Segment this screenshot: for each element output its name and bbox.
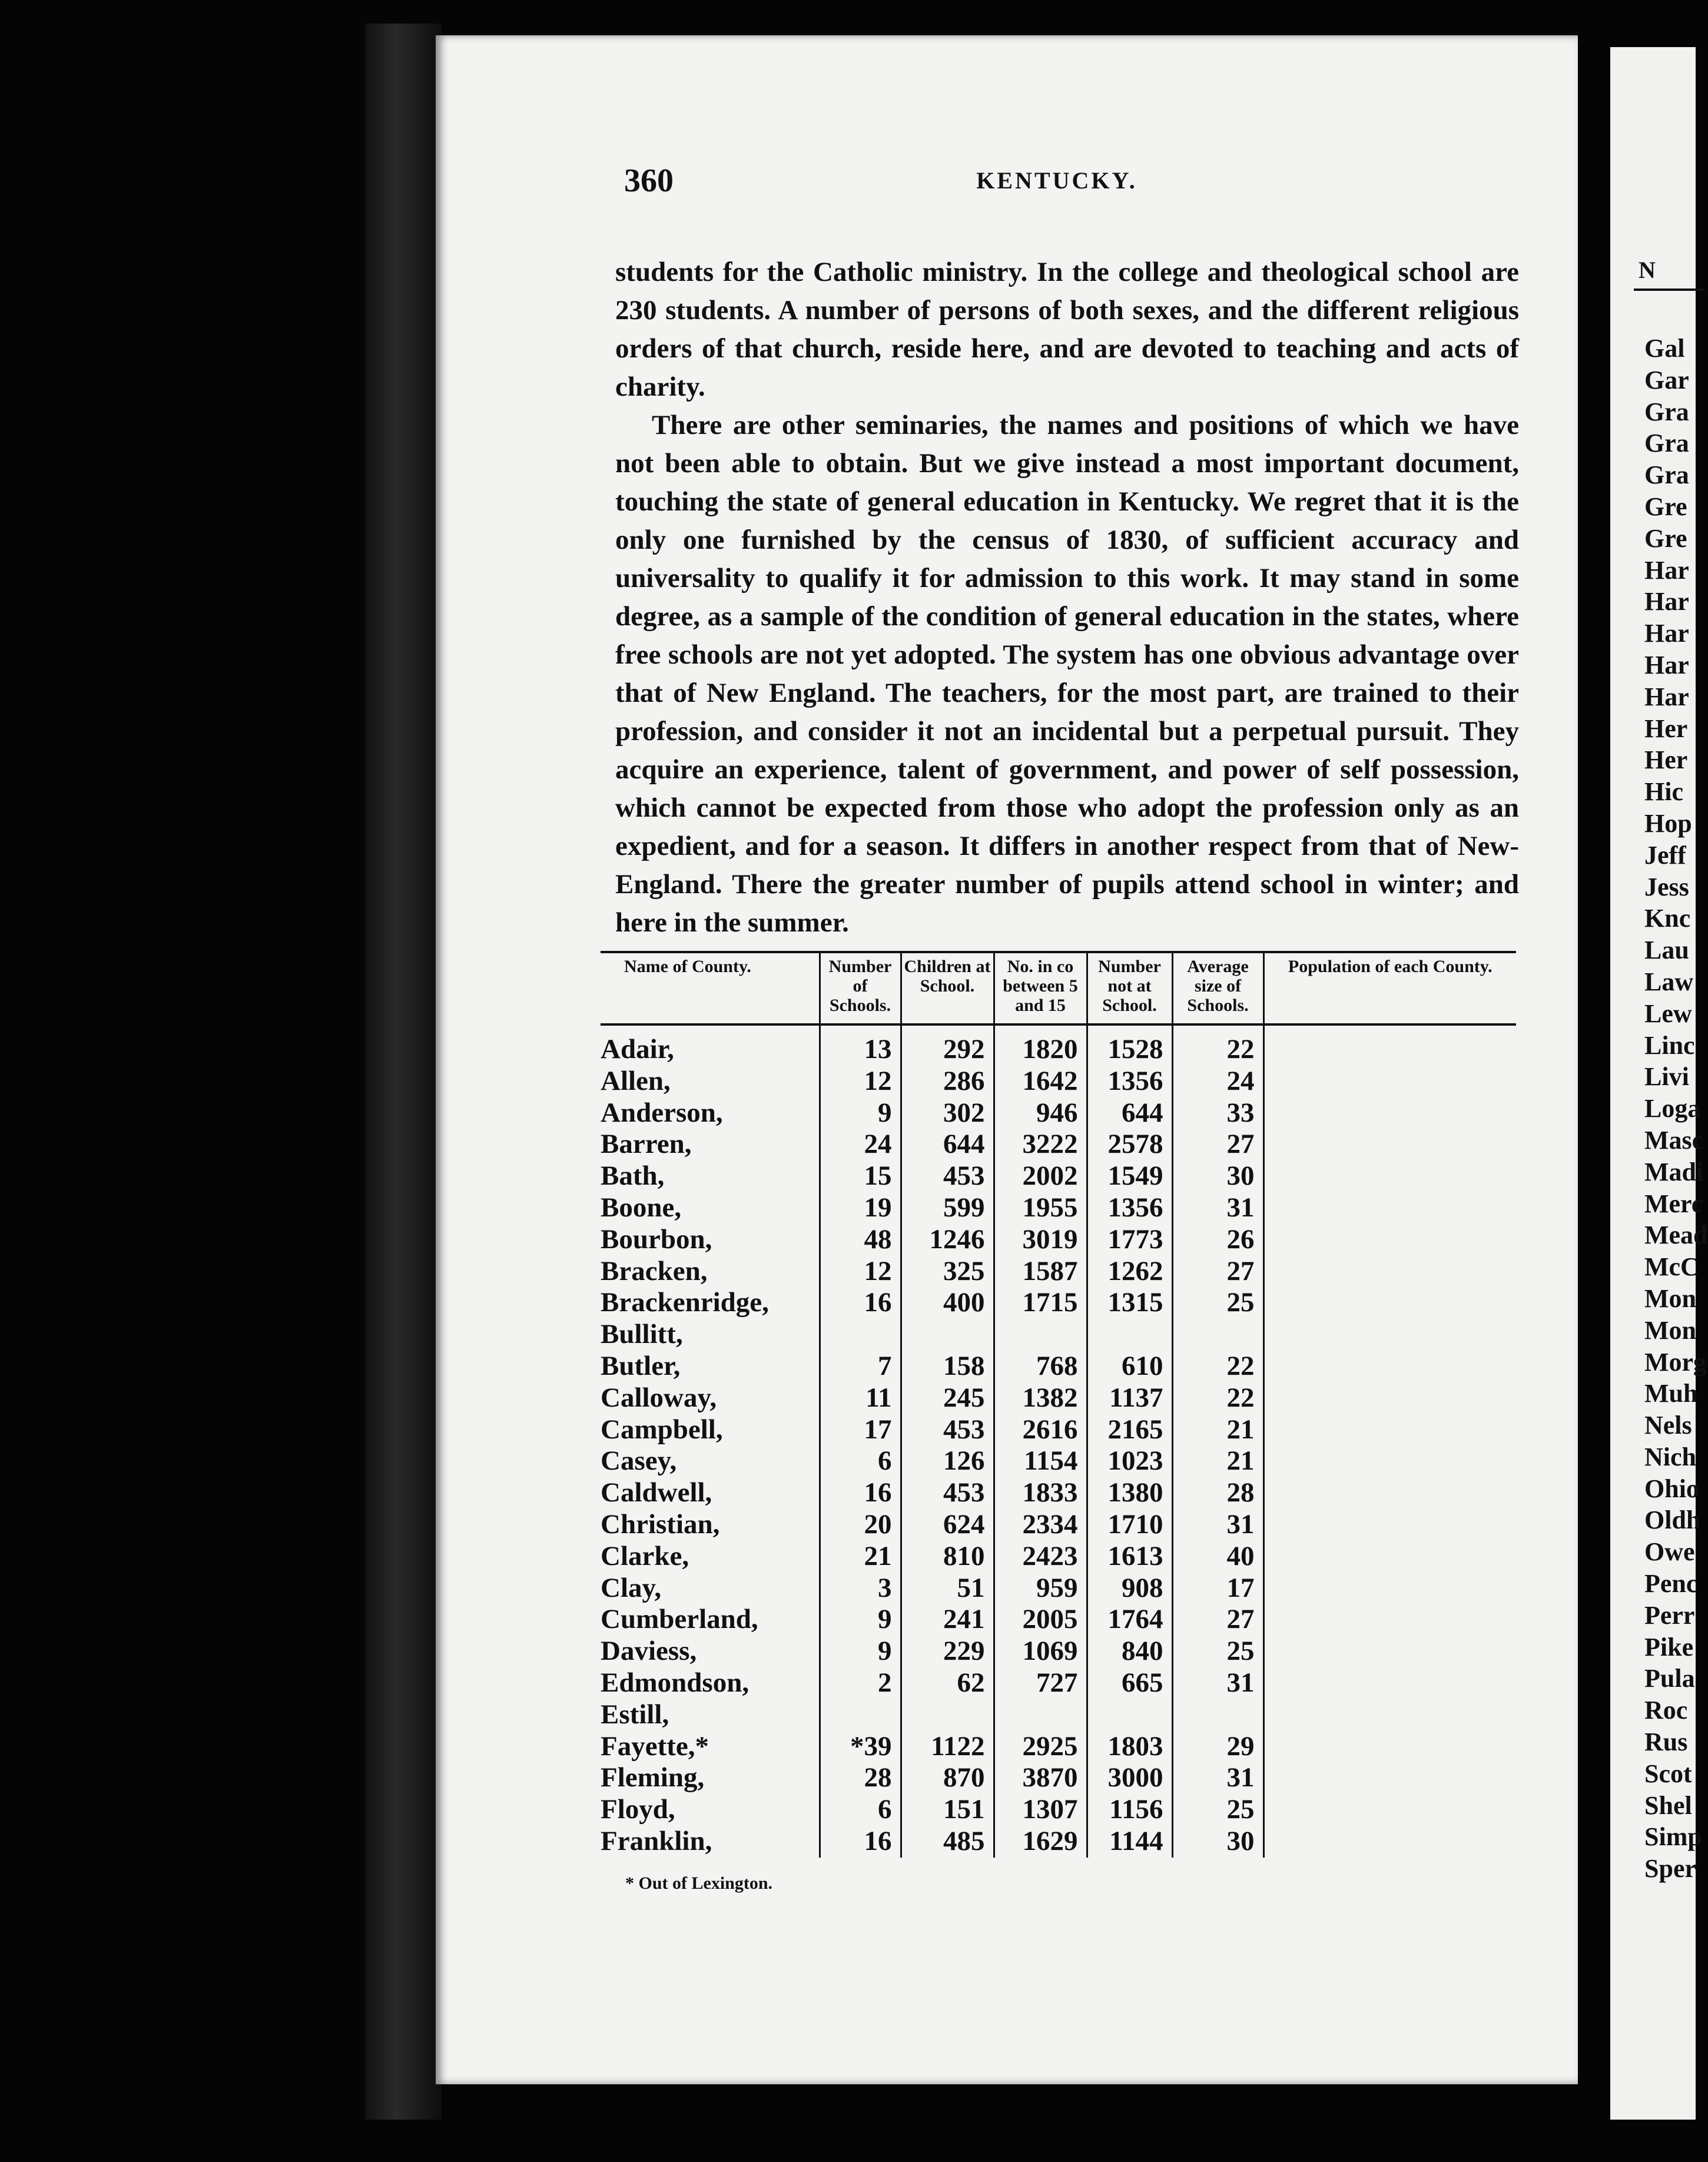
- adjacent-page-item: Owe: [1644, 1537, 1695, 1567]
- population-cell: [1263, 1667, 1516, 1699]
- adjacent-page-item: Har: [1644, 587, 1689, 616]
- table-row: [601, 1382, 1516, 1414]
- average-size-cell: 24: [1172, 1066, 1263, 1097]
- not-at-school-cell: 1023: [1087, 1445, 1172, 1477]
- average-size-cell: 30: [1172, 1160, 1263, 1192]
- children-cell: 453: [901, 1160, 994, 1192]
- population-cell: [1263, 1351, 1516, 1382]
- population-cell: [1263, 1129, 1516, 1160]
- adjacent-page-item: Gra: [1644, 460, 1689, 490]
- county-name-cell: Casey,: [601, 1445, 677, 1477]
- adjacent-page-county-list: [1644, 333, 1708, 1885]
- average-size-cell: 27: [1172, 1604, 1263, 1636]
- table-row: [601, 1731, 1516, 1763]
- population-cell: [1263, 1287, 1516, 1319]
- children-cell: 485: [901, 1826, 994, 1858]
- county-name-cell: Edmondson,: [601, 1667, 749, 1698]
- not-at-school-cell: 1262: [1087, 1256, 1172, 1288]
- adjacent-page-item: Her: [1644, 745, 1688, 775]
- between-5-15-cell: [994, 1699, 1087, 1731]
- population-cell: [1263, 1604, 1516, 1636]
- table-row: [601, 1667, 1516, 1699]
- adjacent-page-fragment: [1610, 47, 1708, 2120]
- book-page: [436, 35, 1578, 2084]
- table-row: [601, 1097, 1516, 1129]
- table-row: [601, 1256, 1516, 1288]
- children-cell: 126: [901, 1445, 994, 1477]
- between-5-15-cell: 1382: [994, 1382, 1087, 1414]
- not-at-school-cell: 1144: [1087, 1826, 1172, 1858]
- header-population: Population of each County.: [1263, 953, 1516, 1024]
- adjacent-page-item: Simp: [1644, 1822, 1702, 1852]
- population-cell: [1263, 1160, 1516, 1192]
- county-name-cell: Clay,: [601, 1572, 662, 1603]
- population-cell: [1263, 1097, 1516, 1129]
- between-5-15-cell: 2616: [994, 1414, 1087, 1446]
- table-row: [601, 1477, 1516, 1509]
- children-cell: [901, 1319, 994, 1351]
- not-at-school-cell: 3000: [1087, 1762, 1172, 1794]
- table-row: [601, 1224, 1516, 1256]
- average-size-cell: 25: [1172, 1794, 1263, 1826]
- average-size-cell: 31: [1172, 1667, 1263, 1699]
- schools-cell: 12: [820, 1066, 901, 1097]
- between-5-15-cell: 1820: [994, 1024, 1087, 1066]
- running-head: [624, 162, 1490, 203]
- not-at-school-cell: 1356: [1087, 1192, 1172, 1224]
- children-cell: 810: [901, 1541, 994, 1573]
- adjacent-page-item: Perr: [1644, 1600, 1695, 1630]
- between-5-15-cell: 959: [994, 1573, 1087, 1604]
- schools-cell: 9: [820, 1604, 901, 1636]
- not-at-school-cell: 908: [1087, 1573, 1172, 1604]
- adjacent-page-item: Scot: [1644, 1759, 1692, 1788]
- population-cell: [1263, 1024, 1516, 1066]
- table-row: [601, 1573, 1516, 1604]
- adjacent-page-item: Gra: [1644, 429, 1689, 458]
- adjacent-page-item: Madi: [1644, 1157, 1704, 1186]
- table-row: [601, 1509, 1516, 1541]
- between-5-15-cell: 1154: [994, 1445, 1087, 1477]
- table-row: [601, 1541, 1516, 1573]
- table-row: [601, 1160, 1516, 1192]
- between-5-15-cell: 768: [994, 1351, 1087, 1382]
- table-row: [601, 1066, 1516, 1097]
- adjacent-page-item: McC: [1644, 1252, 1699, 1282]
- header-county-name: Name of County.: [601, 953, 820, 1024]
- schools-cell: 16: [820, 1826, 901, 1858]
- between-5-15-cell: 1069: [994, 1636, 1087, 1667]
- table-row: [601, 1762, 1516, 1794]
- header-number-of-schools: Number of Schools.: [820, 953, 901, 1024]
- not-at-school-cell: 1156: [1087, 1794, 1172, 1826]
- adjacent-page-item: Her: [1644, 714, 1688, 743]
- not-at-school-cell: 2165: [1087, 1414, 1172, 1446]
- county-name-cell: Daviess,: [601, 1636, 697, 1667]
- not-at-school-cell: 1803: [1087, 1731, 1172, 1763]
- average-size-cell: 22: [1172, 1024, 1263, 1066]
- adjacent-page-item: Masc: [1644, 1125, 1704, 1155]
- children-cell: 644: [901, 1129, 994, 1160]
- adjacent-page-item: Gra: [1644, 397, 1689, 426]
- county-name-cell: Boone,: [601, 1192, 682, 1223]
- schools-cell: 24: [820, 1129, 901, 1160]
- table-body: [601, 1024, 1516, 1858]
- adjacent-page-item: Pike: [1644, 1632, 1694, 1662]
- schools-cell: 20: [820, 1509, 901, 1541]
- between-5-15-cell: 1833: [994, 1477, 1087, 1509]
- adjacent-page-header: N: [1639, 257, 1656, 283]
- table-row: [601, 1351, 1516, 1382]
- children-cell: 624: [901, 1509, 994, 1541]
- county-name-cell: Estill,: [601, 1699, 669, 1730]
- county-name-cell: Bourbon,: [601, 1223, 712, 1255]
- not-at-school-cell: 1549: [1087, 1160, 1172, 1192]
- adjacent-page-item: Shel: [1644, 1790, 1692, 1820]
- between-5-15-cell: 1642: [994, 1066, 1087, 1097]
- county-name-cell: Brackenridge,: [601, 1287, 769, 1318]
- average-size-cell: 26: [1172, 1224, 1263, 1256]
- adjacent-page-rule: [1634, 289, 1704, 291]
- table-row: [601, 1794, 1516, 1826]
- population-cell: [1263, 1224, 1516, 1256]
- schools-cell: 12: [820, 1256, 901, 1288]
- adjacent-page-item: Har: [1644, 619, 1689, 648]
- schools-cell: 16: [820, 1287, 901, 1319]
- average-size-cell: 25: [1172, 1636, 1263, 1667]
- population-cell: [1263, 1731, 1516, 1763]
- page-header-title: KENTUCKY.: [976, 167, 1137, 194]
- adjacent-page-item: Har: [1644, 682, 1689, 711]
- not-at-school-cell: 1710: [1087, 1509, 1172, 1541]
- county-name-cell: Bullitt,: [601, 1319, 683, 1350]
- between-5-15-cell: 2002: [994, 1160, 1087, 1192]
- header-number-between-5-15: No. in co between 5 and 15: [994, 953, 1087, 1024]
- children-cell: [901, 1699, 994, 1731]
- county-name-cell: Calloway,: [601, 1382, 717, 1413]
- children-cell: 453: [901, 1477, 994, 1509]
- paragraph-1: students for the Catholic ministry. In the college and theological school are 230 students. A number of persons of both sexes, and the different religious orders of that church, reside here, and are devoted to teaching and acts of charity.: [615, 257, 1519, 402]
- schools-cell: 11: [820, 1382, 901, 1414]
- adjacent-page-item: Mon: [1644, 1284, 1696, 1313]
- adjacent-page-item: Lau: [1644, 936, 1689, 965]
- not-at-school-cell: [1087, 1319, 1172, 1351]
- population-cell: [1263, 1541, 1516, 1573]
- county-name-cell: Bath,: [601, 1160, 665, 1192]
- adjacent-page-item: Loga: [1644, 1094, 1701, 1123]
- average-size-cell: 31: [1172, 1509, 1263, 1541]
- between-5-15-cell: 3019: [994, 1224, 1087, 1256]
- body-text: [615, 253, 1519, 942]
- county-education-table: [601, 951, 1516, 1858]
- not-at-school-cell: 1137: [1087, 1382, 1172, 1414]
- county-name-cell: Bracken,: [601, 1255, 708, 1286]
- header-average-school-size: Average size of Schools.: [1172, 953, 1263, 1024]
- adjacent-page-item: Gar: [1644, 365, 1689, 394]
- adjacent-page-item: Pula: [1644, 1664, 1695, 1693]
- schools-cell: 17: [820, 1414, 901, 1446]
- average-size-cell: 27: [1172, 1256, 1263, 1288]
- adjacent-page-item: Hop: [1644, 808, 1692, 838]
- not-at-school-cell: 1528: [1087, 1024, 1172, 1066]
- children-cell: 51: [901, 1573, 994, 1604]
- population-cell: [1263, 1794, 1516, 1826]
- children-cell: 453: [901, 1414, 994, 1446]
- not-at-school-cell: 1613: [1087, 1541, 1172, 1573]
- average-size-cell: 28: [1172, 1477, 1263, 1509]
- children-cell: 302: [901, 1097, 994, 1129]
- table-row: [601, 1699, 1516, 1731]
- children-cell: 400: [901, 1287, 994, 1319]
- scan-binding-edge: [365, 24, 442, 2120]
- adjacent-page-item: Mon: [1644, 1315, 1696, 1345]
- adjacent-page-item: Penc: [1644, 1569, 1698, 1599]
- table-row: [601, 1604, 1516, 1636]
- children-cell: 325: [901, 1256, 994, 1288]
- adjacent-page-item: Muh: [1644, 1379, 1698, 1408]
- adjacent-page-item: Lew: [1644, 999, 1692, 1028]
- schools-cell: 9: [820, 1636, 901, 1667]
- schools-cell: 48: [820, 1224, 901, 1256]
- adjacent-page-item: Sper: [1644, 1854, 1696, 1884]
- schools-cell: 3: [820, 1573, 901, 1604]
- children-cell: 870: [901, 1762, 994, 1794]
- adjacent-page-item: Oldh: [1644, 1506, 1701, 1535]
- average-size-cell: 22: [1172, 1351, 1263, 1382]
- table-header-row: [601, 953, 1516, 1024]
- not-at-school-cell: 644: [1087, 1097, 1172, 1129]
- county-name-cell: Floyd,: [601, 1794, 675, 1825]
- not-at-school-cell: 1773: [1087, 1224, 1172, 1256]
- county-name-cell: Adair,: [601, 1034, 674, 1065]
- population-cell: [1263, 1573, 1516, 1604]
- children-cell: 599: [901, 1192, 994, 1224]
- table-row: [601, 1636, 1516, 1667]
- average-size-cell: 40: [1172, 1541, 1263, 1573]
- table-row: [601, 1024, 1516, 1066]
- adjacent-page-item: Knc: [1644, 904, 1691, 933]
- adjacent-page-item: Jeff: [1644, 840, 1686, 870]
- county-name-cell: Butler,: [601, 1350, 681, 1381]
- not-at-school-cell: 1356: [1087, 1066, 1172, 1097]
- population-cell: [1263, 1445, 1516, 1477]
- children-cell: 62: [901, 1667, 994, 1699]
- schools-cell: *39: [820, 1731, 901, 1763]
- children-cell: 229: [901, 1636, 994, 1667]
- adjacent-page-item: Har: [1644, 555, 1689, 585]
- children-cell: 1122: [901, 1731, 994, 1763]
- between-5-15-cell: 1587: [994, 1256, 1087, 1288]
- schools-cell: 6: [820, 1445, 901, 1477]
- table-row: [601, 1192, 1516, 1224]
- adjacent-page-item: Merc: [1644, 1189, 1703, 1218]
- not-at-school-cell: 2578: [1087, 1129, 1172, 1160]
- between-5-15-cell: 2005: [994, 1604, 1087, 1636]
- schools-cell: 6: [820, 1794, 901, 1826]
- schools-cell: 13: [820, 1024, 901, 1066]
- county-name-cell: Allen,: [601, 1065, 671, 1096]
- between-5-15-cell: 1955: [994, 1192, 1087, 1224]
- population-cell: [1263, 1509, 1516, 1541]
- schools-cell: 28: [820, 1762, 901, 1794]
- header-children-at-school: Children at School.: [901, 953, 994, 1024]
- between-5-15-cell: 3870: [994, 1762, 1087, 1794]
- population-cell: [1263, 1319, 1516, 1351]
- adjacent-page-item: Nels: [1644, 1411, 1692, 1440]
- population-cell: [1263, 1699, 1516, 1731]
- county-name-cell: Campbell,: [601, 1414, 723, 1445]
- county-name-cell: Cumberland,: [601, 1604, 758, 1635]
- average-size-cell: 25: [1172, 1287, 1263, 1319]
- average-size-cell: 17: [1172, 1573, 1263, 1604]
- adjacent-page-item: Morg: [1644, 1347, 1707, 1377]
- county-name-cell: Fleming,: [601, 1762, 705, 1793]
- table-row: [601, 1414, 1516, 1446]
- population-cell: [1263, 1192, 1516, 1224]
- county-name-cell: Barren,: [601, 1129, 692, 1160]
- schools-cell: 19: [820, 1192, 901, 1224]
- between-5-15-cell: 2925: [994, 1731, 1087, 1763]
- average-size-cell: [1172, 1699, 1263, 1731]
- adjacent-page-item: Jess: [1644, 872, 1689, 901]
- not-at-school-cell: 610: [1087, 1351, 1172, 1382]
- between-5-15-cell: 2334: [994, 1509, 1087, 1541]
- average-size-cell: 29: [1172, 1731, 1263, 1763]
- population-cell: [1263, 1477, 1516, 1509]
- table-row: [601, 1129, 1516, 1160]
- between-5-15-cell: 946: [994, 1097, 1087, 1129]
- adjacent-page-item: Gre: [1644, 492, 1687, 521]
- between-5-15-cell: 3222: [994, 1129, 1087, 1160]
- adjacent-page-item: Har: [1644, 650, 1689, 679]
- average-size-cell: [1172, 1319, 1263, 1351]
- not-at-school-cell: 840: [1087, 1636, 1172, 1667]
- adjacent-page-item: Roc: [1644, 1696, 1688, 1725]
- adjacent-page-item: Nich: [1644, 1442, 1696, 1471]
- paragraph-2: There are other seminaries, the names and positions of which we have not been able to obtain. But we give instead a most important document, touching the state of general education in Kentucky. We regret that it is the only one furnished by the census of 1830, of sufficient accuracy and universality to qualify it for admission to this work. It may stand in some degree, as a sample of the condition of general education in the states, where free schools are not yet adopted. The system has one obvious advantage over that of New England. The teachers, for the most part, are trained to their profession, and consider it not an incidental but a perpetual pursuit. They acquire an experience, talent of government, and power of self possession, which cannot be expected from those who adopt the profession only as an expedient, and for a season. It differs in another respect from that of New-England. There the greater number of pupils attend school in winter; and here in the summer.: [615, 410, 1519, 938]
- schools-cell: 21: [820, 1541, 901, 1573]
- adjacent-page-item: Linc: [1644, 1030, 1695, 1060]
- children-cell: 286: [901, 1066, 994, 1097]
- children-cell: 241: [901, 1604, 994, 1636]
- between-5-15-cell: 1307: [994, 1794, 1087, 1826]
- county-name-cell: Christian,: [601, 1508, 720, 1540]
- population-cell: [1263, 1762, 1516, 1794]
- county-name-cell: Clarke,: [601, 1540, 689, 1571]
- county-name-cell: Fayette,*: [601, 1730, 709, 1762]
- county-name-cell: Anderson,: [601, 1097, 723, 1128]
- table-row: [601, 1826, 1516, 1858]
- schools-cell: 16: [820, 1477, 901, 1509]
- adjacent-page-item: Ohio: [1644, 1474, 1699, 1503]
- header-number-not-at-school: Number not at School.: [1087, 953, 1172, 1024]
- county-name-cell: Caldwell,: [601, 1477, 712, 1508]
- schools-cell: 9: [820, 1097, 901, 1129]
- table-row: [601, 1287, 1516, 1319]
- between-5-15-cell: [994, 1319, 1087, 1351]
- average-size-cell: 21: [1172, 1414, 1263, 1446]
- population-cell: [1263, 1826, 1516, 1858]
- children-cell: 292: [901, 1024, 994, 1066]
- population-cell: [1263, 1066, 1516, 1097]
- adjacent-page-item: Mead: [1644, 1221, 1708, 1250]
- average-size-cell: 31: [1172, 1762, 1263, 1794]
- table-row: [601, 1445, 1516, 1477]
- average-size-cell: 27: [1172, 1129, 1263, 1160]
- not-at-school-cell: 1380: [1087, 1477, 1172, 1509]
- schools-cell: [820, 1319, 901, 1351]
- not-at-school-cell: 665: [1087, 1667, 1172, 1699]
- average-size-cell: 21: [1172, 1445, 1263, 1477]
- average-size-cell: 31: [1172, 1192, 1263, 1224]
- adjacent-page-item: Law: [1644, 967, 1694, 996]
- adjacent-page-item: Rus: [1644, 1727, 1688, 1757]
- average-size-cell: 33: [1172, 1097, 1263, 1129]
- schools-cell: 2: [820, 1667, 901, 1699]
- adjacent-page-item: Gre: [1644, 523, 1687, 553]
- page-number: 360: [624, 163, 674, 199]
- children-cell: 245: [901, 1382, 994, 1414]
- table-row: [601, 1319, 1516, 1351]
- between-5-15-cell: 1715: [994, 1287, 1087, 1319]
- average-size-cell: 30: [1172, 1826, 1263, 1858]
- adjacent-page-item: Livi: [1644, 1062, 1689, 1092]
- between-5-15-cell: 727: [994, 1667, 1087, 1699]
- between-5-15-cell: 2423: [994, 1541, 1087, 1573]
- county-name-cell: Franklin,: [601, 1825, 712, 1856]
- schools-cell: 7: [820, 1351, 901, 1382]
- not-at-school-cell: 1764: [1087, 1604, 1172, 1636]
- children-cell: 158: [901, 1351, 994, 1382]
- not-at-school-cell: 1315: [1087, 1287, 1172, 1319]
- table-footnote: * Out of Lexington.: [625, 1873, 773, 1893]
- adjacent-page-item: Hic: [1644, 777, 1683, 807]
- population-cell: [1263, 1414, 1516, 1446]
- children-cell: 151: [901, 1794, 994, 1826]
- between-5-15-cell: 1629: [994, 1826, 1087, 1858]
- schools-cell: [820, 1699, 901, 1731]
- not-at-school-cell: [1087, 1699, 1172, 1731]
- average-size-cell: 22: [1172, 1382, 1263, 1414]
- children-cell: 1246: [901, 1224, 994, 1256]
- adjacent-page-item: Gal: [1644, 334, 1685, 363]
- schools-cell: 15: [820, 1160, 901, 1192]
- population-cell: [1263, 1256, 1516, 1288]
- population-cell: [1263, 1636, 1516, 1667]
- population-cell: [1263, 1382, 1516, 1414]
